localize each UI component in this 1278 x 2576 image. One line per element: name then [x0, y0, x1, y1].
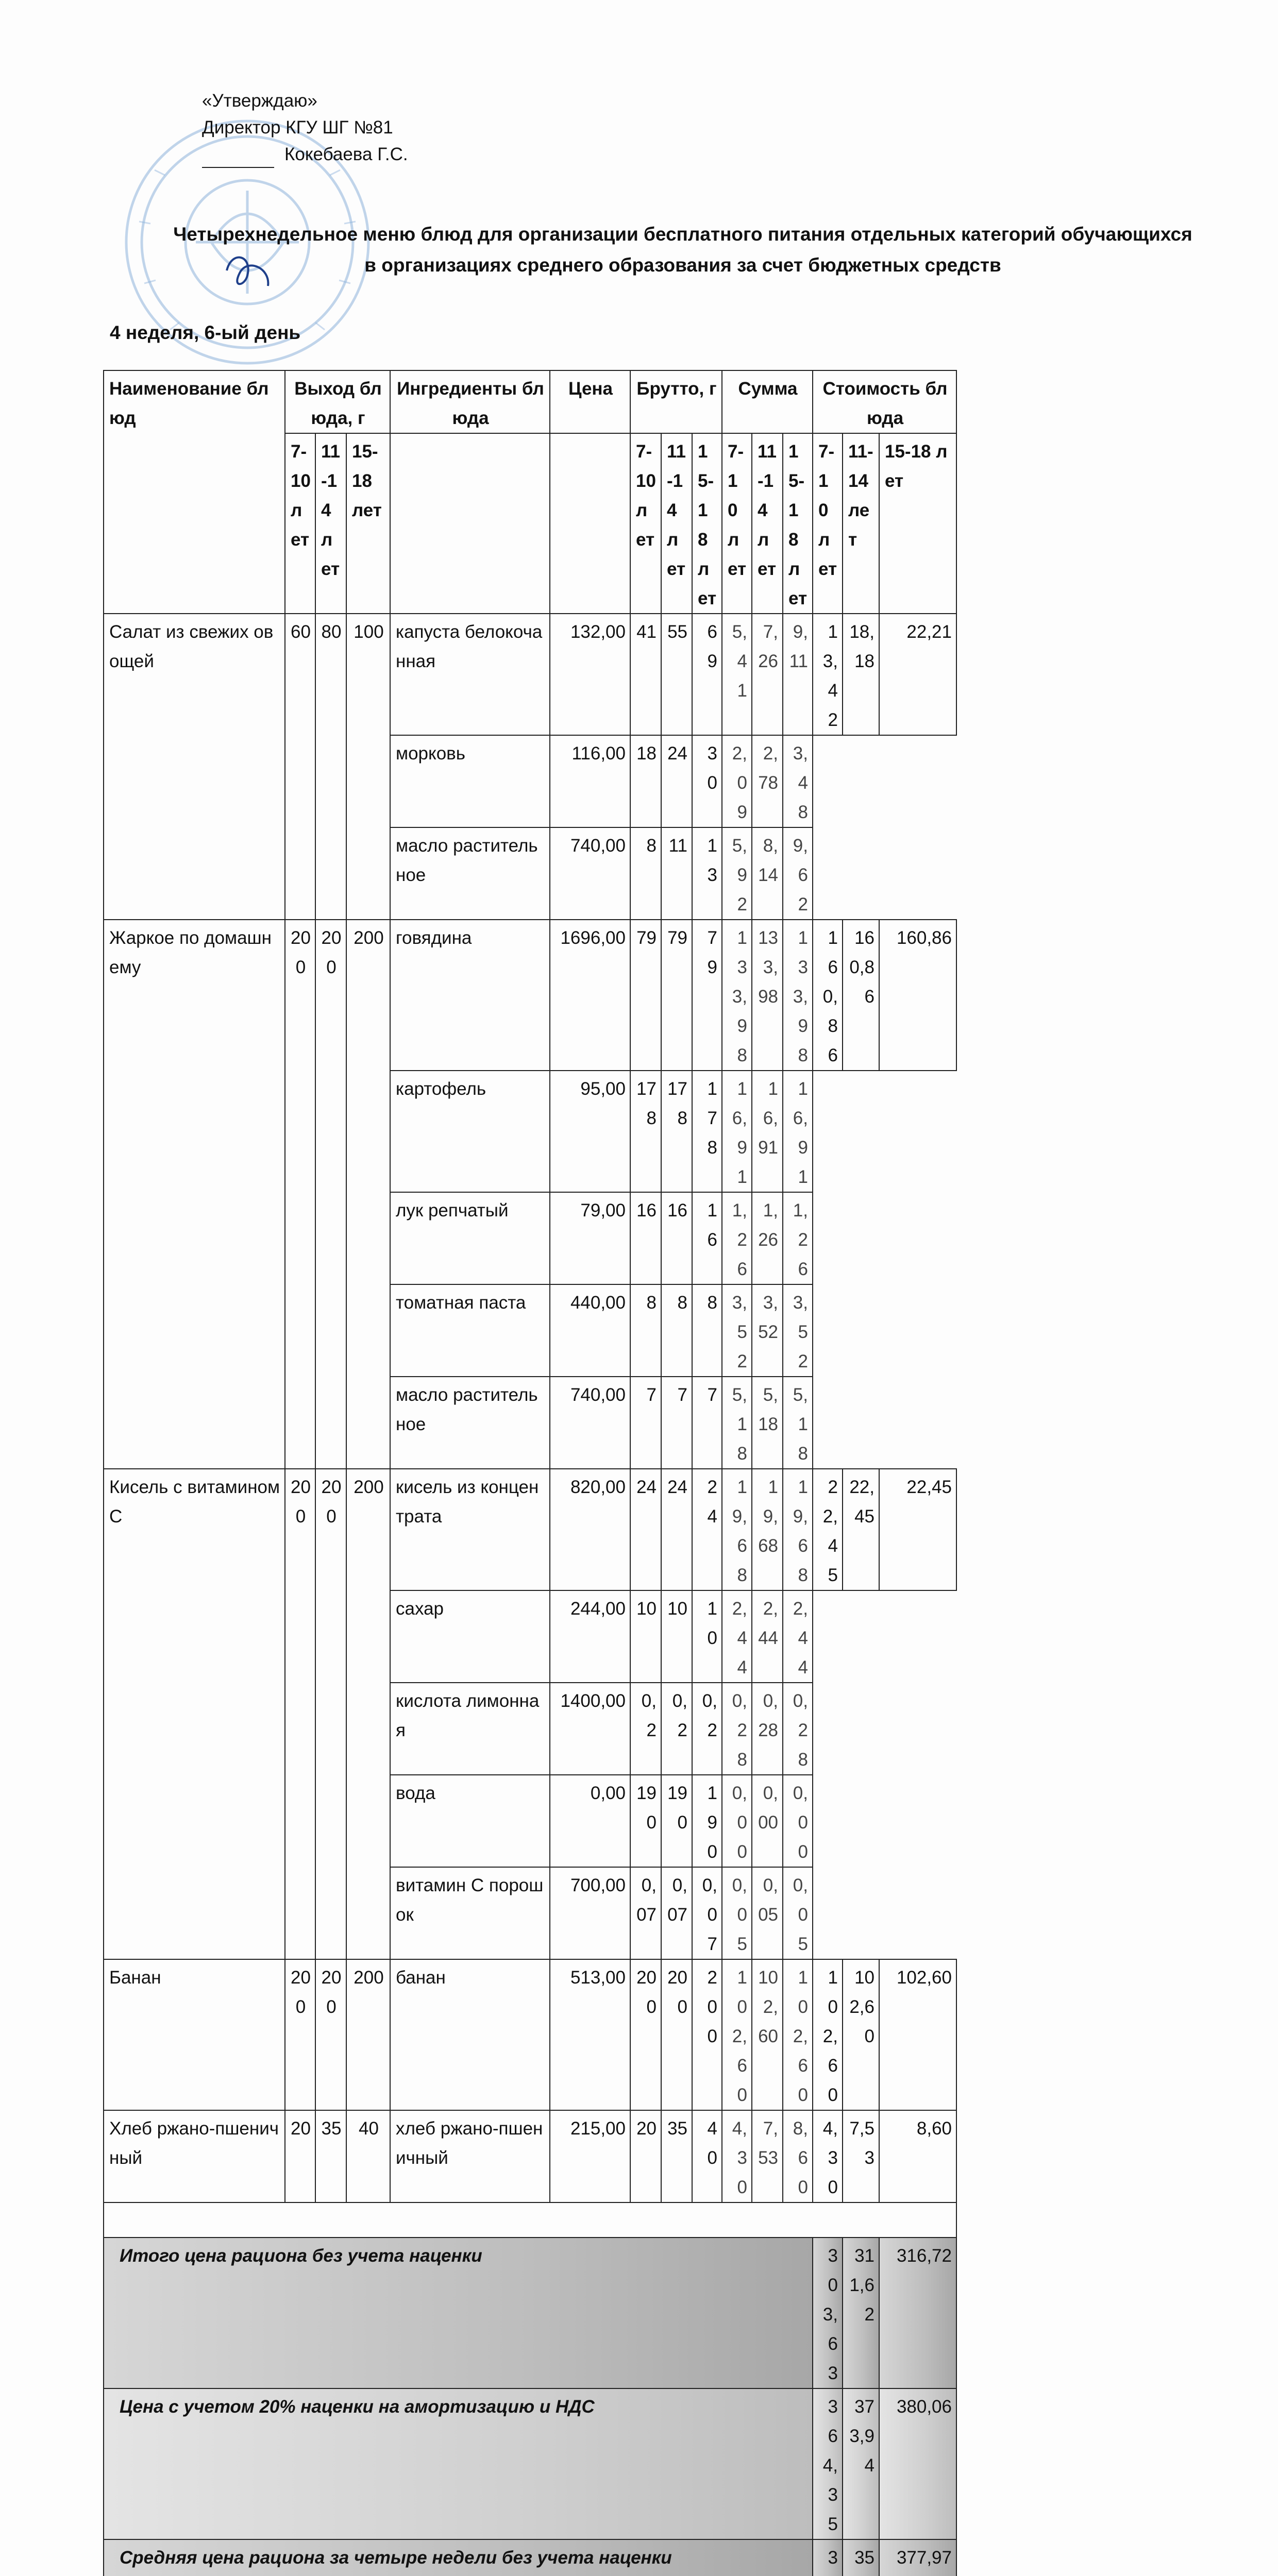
- ingredient-brutto: 10: [661, 1590, 692, 1683]
- total-value: 316,72: [879, 2238, 956, 2388]
- ingredient-name: капуста белокочанная: [390, 614, 550, 735]
- ingredient-brutto: 30: [692, 735, 722, 827]
- col-header-price-blank: [550, 433, 630, 614]
- dish-name: Жаркое по домашнему: [104, 920, 285, 1469]
- ingredient-sum: 3,52: [783, 1284, 813, 1377]
- ingredient-brutto: 200: [630, 1959, 661, 2110]
- dish-yield: 200: [315, 1469, 346, 1959]
- ingredient-sum: 1,26: [752, 1192, 783, 1284]
- ingredient-sum: 5,18: [783, 1377, 813, 1469]
- dish-cost: 102,60: [813, 1959, 843, 2110]
- table-row: [104, 1469, 956, 1590]
- ingredient-sum: 0,00: [752, 1775, 783, 1867]
- ingredient-sum: 3,52: [752, 1284, 783, 1377]
- ingredient-name: масло растительное: [390, 1377, 550, 1469]
- ingredient-price: 440,00: [550, 1284, 630, 1377]
- ingredient-brutto: 178: [661, 1071, 692, 1192]
- ingredient-brutto: 79: [661, 920, 692, 1071]
- ingredient-brutto: 11: [661, 827, 692, 920]
- dish-cost: 160,86: [879, 920, 956, 1071]
- dish-cost: 7,53: [843, 2110, 879, 2202]
- ingredient-sum: 2,09: [722, 735, 752, 827]
- dish-cost: 13,42: [813, 614, 843, 735]
- ingredient-name: картофель: [390, 1071, 550, 1192]
- ingredient-name: морковь: [390, 735, 550, 827]
- ingredient-brutto: 13: [692, 827, 722, 920]
- ingredient-name: томатная паста: [390, 1284, 550, 1377]
- col-header-age2: 11-14 лет: [843, 433, 879, 614]
- ingredient-price: 0,00: [550, 1775, 630, 1867]
- col-header-cost: Стоимость блюда: [813, 370, 956, 433]
- ingredient-brutto: 8: [661, 1284, 692, 1377]
- ingredient-brutto: 190: [661, 1775, 692, 1867]
- ingredient-price: 740,00: [550, 1377, 630, 1469]
- table-row: [104, 2110, 956, 2202]
- ingredient-brutto: 24: [692, 1469, 722, 1590]
- ingredient-sum: 0,28: [752, 1683, 783, 1775]
- director-title: Директор КГУ ШГ №81: [202, 117, 393, 138]
- ingredient-brutto: 8: [692, 1284, 722, 1377]
- ingredient-sum: 3,52: [722, 1284, 752, 1377]
- col-header-age1: 7-10 лет: [285, 433, 315, 614]
- ingredient-brutto: 16: [630, 1192, 661, 1284]
- ingredient-sum: 5,41: [722, 614, 752, 735]
- ingredient-brutto: 40: [692, 2110, 722, 2202]
- ingredient-brutto: 79: [692, 920, 722, 1071]
- ingredient-sum: 19,68: [783, 1469, 813, 1590]
- col-header-age3: 15-18 лет: [346, 433, 390, 614]
- total-value: 364,35: [813, 2388, 843, 2539]
- ingredient-price: 1400,00: [550, 1683, 630, 1775]
- ingredient-brutto: 200: [692, 1959, 722, 2110]
- ingredient-brutto: 190: [630, 1775, 661, 1867]
- ingredient-brutto: 178: [692, 1071, 722, 1192]
- dish-yield: 100: [346, 614, 390, 920]
- dish-cost: 102,60: [843, 1959, 879, 2110]
- dish-yield: 200: [346, 1469, 390, 1959]
- dish-name: Хлеб ржано-пшеничный: [104, 2110, 285, 2202]
- dish-yield: 35: [315, 2110, 346, 2202]
- signature-line: [202, 141, 408, 168]
- dish-cost-blank: [813, 1071, 956, 1469]
- ingredient-name: банан: [390, 1959, 550, 2110]
- col-header-age2: 11-14 лет: [315, 433, 346, 614]
- ingredient-brutto: 0,2: [630, 1683, 661, 1775]
- ingredient-sum: 1,26: [783, 1192, 813, 1284]
- spacer-row: [104, 2202, 956, 2238]
- signature-underline: [202, 149, 274, 168]
- ingredient-sum: 0,05: [783, 1867, 813, 1959]
- ingredient-price: 513,00: [550, 1959, 630, 2110]
- ingredient-price: 132,00: [550, 614, 630, 735]
- dish-cost: 160,86: [813, 920, 843, 1071]
- ingredient-price: 116,00: [550, 735, 630, 827]
- table-row: [104, 614, 956, 735]
- ingredient-sum: 0,05: [722, 1867, 752, 1959]
- ingredient-brutto: 10: [630, 1590, 661, 1683]
- ingredient-name: лук репчатый: [390, 1192, 550, 1284]
- ingredient-sum: 5,18: [752, 1377, 783, 1469]
- total-value: 311,62: [843, 2238, 879, 2388]
- ingredient-sum: 8,60: [783, 2110, 813, 2202]
- ingredient-sum: 19,68: [722, 1469, 752, 1590]
- ingredient-sum: 133,98: [752, 920, 783, 1071]
- ingredient-sum: 5,18: [722, 1377, 752, 1469]
- ingredient-price: 215,00: [550, 2110, 630, 2202]
- col-header-brutto: Брутто, г: [630, 370, 722, 433]
- dish-cost: 8,60: [879, 2110, 956, 2202]
- dish-yield: 200: [285, 1959, 315, 2110]
- ingredient-sum: 2,44: [783, 1590, 813, 1683]
- ingredient-sum: 16,91: [783, 1071, 813, 1192]
- ingredient-sum: 1,26: [722, 1192, 752, 1284]
- ingredient-brutto: 16: [692, 1192, 722, 1284]
- dish-cost-blank: [813, 735, 956, 920]
- dish-yield: 200: [315, 1959, 346, 2110]
- ingredient-brutto: 20: [630, 2110, 661, 2202]
- dish-cost-blank: [813, 1590, 956, 1959]
- ingredient-brutto: 55: [661, 614, 692, 735]
- ingredient-price: 95,00: [550, 1071, 630, 1192]
- ingredient-sum: 0,28: [722, 1683, 752, 1775]
- col-header-age1: 7-10 лет: [813, 433, 843, 614]
- approval-block: [202, 88, 408, 168]
- ingredient-price: 1696,00: [550, 920, 630, 1071]
- total-label: Итого цена рациона без учета наценки: [104, 2238, 813, 2388]
- ingredient-sum: 19,68: [752, 1469, 783, 1590]
- ingredient-sum: 7,26: [752, 614, 783, 735]
- ingredient-sum: 8,14: [752, 827, 783, 920]
- ingredient-sum: 9,11: [783, 614, 813, 735]
- ingredient-sum: 133,98: [783, 920, 813, 1071]
- ingredient-brutto: 24: [630, 1469, 661, 1590]
- table-row: [104, 1959, 956, 2110]
- dish-yield: 200: [346, 1959, 390, 2110]
- ingredient-sum: 2,44: [752, 1590, 783, 1683]
- document-title: Четырехнедельное меню блюд для организации бесплатного питания отдельных категорий обучающихся в организациях среднего образования за счет бюджетных средств: [173, 224, 1192, 276]
- signer-name: Кокебаева Г.С.: [284, 144, 408, 164]
- ingredient-brutto: 41: [630, 614, 661, 735]
- ingredient-price: 244,00: [550, 1590, 630, 1683]
- dish-cost: 102,60: [879, 1959, 956, 2110]
- ingredient-sum: 102,60: [752, 1959, 783, 2110]
- dish-yield: 80: [315, 614, 346, 920]
- ingredient-brutto: 69: [692, 614, 722, 735]
- ingredient-brutto: 7: [630, 1377, 661, 1469]
- ingredient-name: кисель из концентрата: [390, 1469, 550, 1590]
- dish-cost: 4,30: [813, 2110, 843, 2202]
- approve-label: «Утверждаю»: [202, 91, 317, 111]
- ingredient-name: говядина: [390, 920, 550, 1071]
- spacer-cell: [104, 2202, 956, 2238]
- ingredient-brutto: 8: [630, 1284, 661, 1377]
- dish-yield: 60: [285, 614, 315, 920]
- ingredient-brutto: 178: [630, 1071, 661, 1192]
- ingredient-name: масло растительное: [390, 827, 550, 920]
- total-label: Средняя цена рациона за четыре недели без учета наценки: [104, 2539, 813, 2576]
- ingredient-brutto: 200: [661, 1959, 692, 2110]
- ingredient-sum: 0,00: [722, 1775, 752, 1867]
- col-header-sum: Сумма: [722, 370, 813, 433]
- ingredient-sum: 16,91: [722, 1071, 752, 1192]
- header-row: [104, 370, 956, 433]
- ingredient-sum: 4,30: [722, 2110, 752, 2202]
- total-value: 380,06: [879, 2388, 956, 2539]
- total-value: 377,97: [879, 2539, 956, 2576]
- total-value: 3: [813, 2539, 843, 2576]
- col-header-age2: 11-14 лет: [661, 433, 692, 614]
- col-header-age2: 11-14 лет: [752, 433, 783, 614]
- col-header-ingredients-blank: [390, 433, 550, 614]
- col-header-age3: 15-18 лет: [879, 433, 956, 614]
- ingredient-sum: 0,28: [783, 1683, 813, 1775]
- dish-name: Салат из свежих овощей: [104, 614, 285, 920]
- total-value: 35: [843, 2539, 879, 2576]
- ingredient-brutto: 18: [630, 735, 661, 827]
- col-header-age3: 15-18 лет: [783, 433, 813, 614]
- ingredient-brutto: 190: [692, 1775, 722, 1867]
- menu-table: [103, 370, 957, 2576]
- table-row: [104, 920, 956, 1071]
- dish-cost: 22,45: [879, 1469, 956, 1590]
- ingredient-sum: 5,92: [722, 827, 752, 920]
- ingredient-name: витамин С порошок: [390, 1867, 550, 1959]
- dish-name: Кисель с витамином С: [104, 1469, 285, 1959]
- col-header-ingredients: Ингредиенты блюда: [390, 370, 550, 433]
- ingredient-brutto: 7: [692, 1377, 722, 1469]
- col-header-yield: Выход блюда, г: [285, 370, 390, 433]
- total-row: [104, 2539, 956, 2576]
- total-value: 373,94: [843, 2388, 879, 2539]
- total-label: Цена с учетом 20% наценки на амортизацию и НДС: [104, 2388, 813, 2539]
- ingredient-brutto: 0,07: [630, 1867, 661, 1959]
- ingredient-price: 79,00: [550, 1192, 630, 1284]
- ingredient-sum: 133,98: [722, 920, 752, 1071]
- ingredient-sum: 102,60: [722, 1959, 752, 2110]
- ingredient-brutto: 8: [630, 827, 661, 920]
- dish-yield: 200: [346, 920, 390, 1469]
- dish-cost: 160,86: [843, 920, 879, 1071]
- ingredient-brutto: 24: [661, 1469, 692, 1590]
- ingredient-price: 820,00: [550, 1469, 630, 1590]
- ingredient-name: кислота лимонная: [390, 1683, 550, 1775]
- ingredient-sum: 102,60: [783, 1959, 813, 2110]
- ingredient-name: хлеб ржано-пшеничный: [390, 2110, 550, 2202]
- ingredient-sum: 2,44: [722, 1590, 752, 1683]
- total-row: [104, 2388, 956, 2539]
- col-header-age3: 15-18 лет: [692, 433, 722, 614]
- ingredient-sum: 0,00: [783, 1775, 813, 1867]
- dish-yield: 20: [285, 2110, 315, 2202]
- ingredient-brutto: 24: [661, 735, 692, 827]
- ingredient-brutto: 16: [661, 1192, 692, 1284]
- ingredient-sum: 3,48: [783, 735, 813, 827]
- total-row: [104, 2238, 956, 2388]
- dish-yield: 200: [285, 920, 315, 1469]
- ingredient-brutto: 0,2: [661, 1683, 692, 1775]
- ingredient-name: вода: [390, 1775, 550, 1867]
- ingredient-brutto: 0,07: [692, 1867, 722, 1959]
- week-day-label: 4 неделя, 6-ый день: [110, 322, 301, 343]
- dish-cost: 22,45: [813, 1469, 843, 1590]
- ingredient-sum: 0,05: [752, 1867, 783, 1959]
- dish-cost: 22,21: [879, 614, 956, 735]
- total-value: 303,63: [813, 2238, 843, 2388]
- dish-name: Банан: [104, 1959, 285, 2110]
- dish-cost: 18,18: [843, 614, 879, 735]
- col-header-age1: 7-10 лет: [630, 433, 661, 614]
- ingredient-brutto: 10: [692, 1590, 722, 1683]
- col-header-name: Наименование блюд: [104, 370, 285, 614]
- ingredient-name: сахар: [390, 1590, 550, 1683]
- ingredient-brutto: 79: [630, 920, 661, 1071]
- col-header-price: Цена: [550, 370, 630, 433]
- ingredient-brutto: 0,07: [661, 1867, 692, 1959]
- dish-yield: 200: [315, 920, 346, 1469]
- ingredient-brutto: 7: [661, 1377, 692, 1469]
- ingredient-sum: 16,91: [752, 1071, 783, 1192]
- ingredient-sum: 9,62: [783, 827, 813, 920]
- dish-yield: 40: [346, 2110, 390, 2202]
- dish-yield: 200: [285, 1469, 315, 1959]
- ingredient-sum: 2,78: [752, 735, 783, 827]
- ingredient-brutto: 35: [661, 2110, 692, 2202]
- ingredient-price: 700,00: [550, 1867, 630, 1959]
- ingredient-brutto: 0,2: [692, 1683, 722, 1775]
- dish-cost: 22,45: [843, 1469, 879, 1590]
- col-header-age1: 7-10 лет: [722, 433, 752, 614]
- ingredient-price: 740,00: [550, 827, 630, 920]
- ingredient-sum: 7,53: [752, 2110, 783, 2202]
